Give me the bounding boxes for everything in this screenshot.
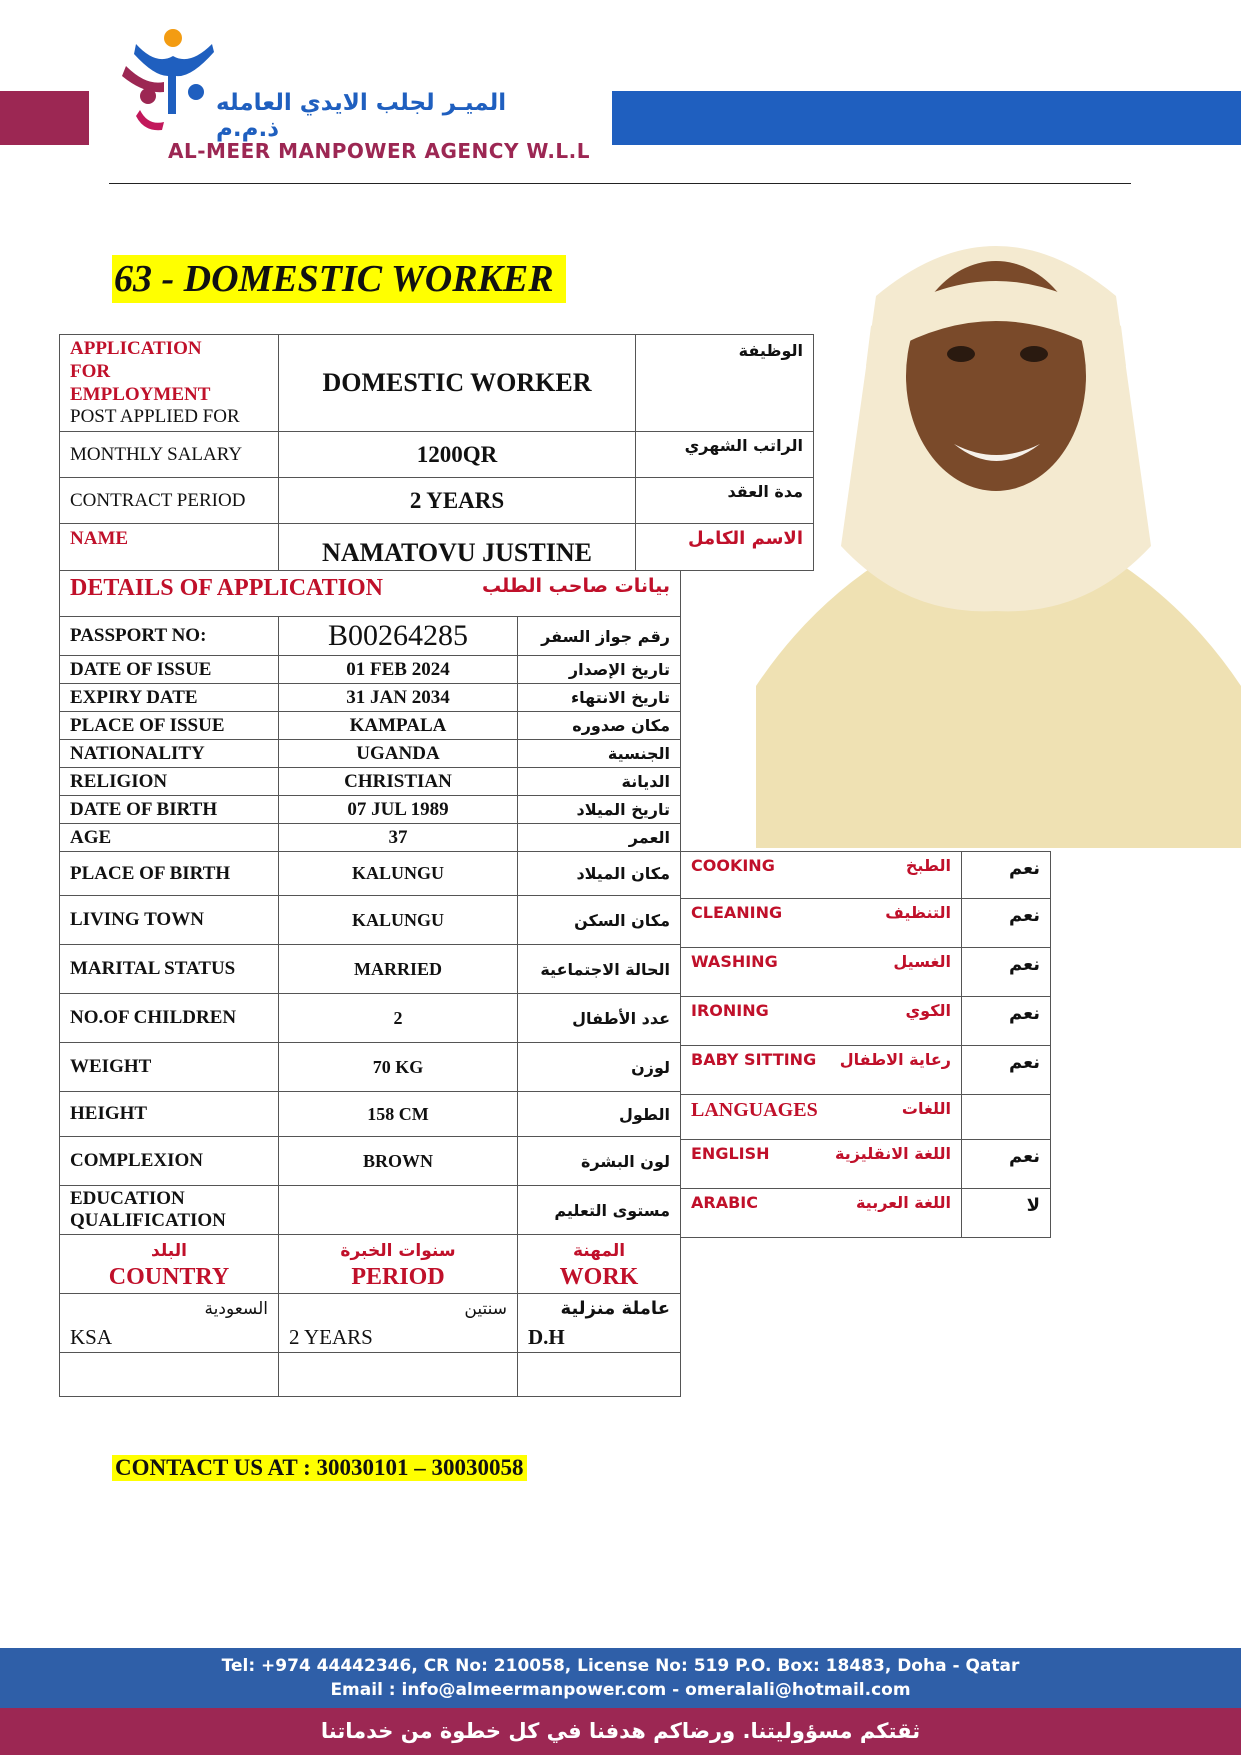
skill-answer: نعم [962,1140,1051,1189]
detail-label: LIVING TOWN [60,896,279,945]
page-title: 63 - DOMESTIC WORKER [112,255,566,303]
exp-country-cell [60,1294,279,1353]
detail-row [60,896,681,945]
skill-name-ar: الغسيل [893,952,951,971]
skill-answer: لا [962,1189,1051,1238]
skills-table [680,851,1051,1238]
skill-name-ar: رعاية الاطفال [839,1050,951,1069]
detail-value: BROWN [279,1137,518,1186]
detail-row [60,768,681,796]
footer-line-1: Tel: +974 44442346, CR No: 210058, License No: 519 P.O. Box: 18483, Doha - Qatar [221,1656,1020,1676]
footer-contact-bar [0,1648,1241,1708]
detail-label-ar: الحالة الاجتماعية [518,945,681,994]
detail-value: 2 [279,994,518,1043]
detail-value: 158 CM [279,1092,518,1137]
footer-slogan: ثقتكم مسؤوليتنا. ورضاكم هدفنا في كل خطوة من خدماتنا [0,1708,1241,1755]
skill-row [681,1189,1051,1238]
skill-row [681,997,1051,1046]
exp-header-country-en: COUNTRY [108,1264,230,1290]
detail-row [60,945,681,994]
skill-row [681,1046,1051,1095]
detail-value: KAMPALA [279,712,518,740]
detail-value: 07 JUL 1989 [279,796,518,824]
detail-label: MARITAL STATUS [60,945,279,994]
skill-name: BABY SITTING [691,1050,817,1069]
agency-name-ar: الميـر لجلب الايدي العامله ذ.م.م [216,90,507,142]
header-bar-right [612,91,1241,145]
skill-cell [681,852,962,899]
exp-header-work-ar: المهنة [572,1241,626,1261]
detail-row [60,796,681,824]
detail-value: 31 JAN 2034 [279,684,518,712]
exp-empty-cell [279,1353,518,1397]
detail-label-ar: الجنسية [518,740,681,768]
skill-row [681,1095,1051,1140]
skill-answer: نعم [962,948,1051,997]
exp-header-period-en: PERIOD [351,1264,445,1290]
skill-name-ar: الكوي [905,1001,951,1020]
details-header-cell [60,571,681,617]
footer-line-2: Email : info@almeermanpower.com - omeralali@hotmail.com [330,1680,911,1700]
contact-numbers: CONTACT US AT : 30030101 – 30030058 [112,1455,527,1481]
skill-answer: نعم [962,997,1051,1046]
detail-label: NATIONALITY [60,740,279,768]
detail-label: WEIGHT [60,1043,279,1092]
exp-period: 2 YEARS [289,1325,373,1349]
post-value: DOMESTIC WORKER [279,335,636,432]
detail-label-ar: الطول [518,1092,681,1137]
detail-label: DATE OF ISSUE [60,656,279,684]
name-label: NAME [60,524,279,571]
detail-row [60,617,681,656]
contract-label: CONTRACT PERIOD [60,478,279,524]
skill-name-ar: التنظيف [885,903,951,922]
detail-label: DATE OF BIRTH [60,796,279,824]
detail-label-ar: لوزن [518,1043,681,1092]
detail-row [60,852,681,896]
detail-row [60,684,681,712]
header-divider [109,183,1131,184]
detail-label: AGE [60,824,279,852]
skill-answer: نعم [962,852,1051,899]
skill-cell [681,1095,962,1140]
detail-label: RELIGION [60,768,279,796]
detail-label: EDUCATION QUALIFICATION [60,1186,279,1235]
exp-country: KSA [70,1325,113,1349]
salary-value: 1200QR [279,432,636,478]
detail-value: MARRIED [279,945,518,994]
experience-table [59,1234,681,1397]
detail-label: PLACE OF BIRTH [60,852,279,896]
detail-row [60,656,681,684]
skill-name: ARABIC [691,1193,758,1212]
skill-answer: نعم [962,899,1051,948]
skill-name-ar: اللغات [901,1099,951,1118]
skill-name-ar: الطبخ [905,856,951,875]
skill-answer [962,1095,1051,1140]
contract-value: 2 YEARS [279,478,636,524]
details-rows [60,617,681,1235]
exp-header-country [60,1235,279,1294]
detail-label-ar: مستوى التعليم [518,1186,681,1235]
detail-label-ar: العمر [518,824,681,852]
detail-row [60,1186,681,1235]
detail-label-ar: مكان صدوره [518,712,681,740]
exp-work-cell [518,1294,681,1353]
detail-label-ar: لون البشرة [518,1137,681,1186]
detail-label-ar: رقم جواز السفر [518,617,681,656]
detail-label: EXPIRY DATE [60,684,279,712]
post-applied-label: POST APPLIED FOR [70,406,240,427]
detail-value: 70 KG [279,1043,518,1092]
exp-header-work-en: WORK [559,1264,639,1290]
detail-value: KALUNGU [279,896,518,945]
skills-rows [681,852,1051,1238]
detail-value: CHRISTIAN [279,768,518,796]
detail-value: 01 FEB 2024 [279,656,518,684]
skill-name: ENGLISH [691,1144,770,1163]
detail-label-ar: مكان الميلاد [518,852,681,896]
salary-label: MONTHLY SALARY [60,432,279,478]
applicant-photo [756,216,1241,848]
agency-name-en: AL-MEER MANPOWER AGENCY W.L.L [168,139,591,163]
skill-name: WASHING [691,952,778,971]
details-title: DETAILS OF APPLICATION [70,575,383,601]
skill-row [681,852,1051,899]
skill-cell [681,997,962,1046]
detail-label: NO.OF CHILDREN [60,994,279,1043]
exp-country-ar: السعودية [204,1299,268,1319]
detail-value: KALUNGU [279,852,518,896]
employment-table [59,334,814,571]
exp-period-cell [279,1294,518,1353]
salary-label-ar: الراتب الشهري [636,432,814,478]
detail-label: HEIGHT [60,1092,279,1137]
skill-cell [681,1189,962,1238]
skill-name: IRONING [691,1001,769,1020]
exp-empty-cell [60,1353,279,1397]
contract-label-ar: مدة العقد [636,478,814,524]
detail-row [60,994,681,1043]
detail-row [60,740,681,768]
detail-label-ar: عدد الأطفال [518,994,681,1043]
exp-work-ar: عاملة منزلية [560,1298,670,1319]
skill-row [681,948,1051,997]
detail-row [60,712,681,740]
post-label-ar: الوظيفة [636,335,814,432]
skill-name-ar: اللغة العربية [855,1193,951,1212]
detail-label-ar: الديانة [518,768,681,796]
details-title-ar: بيانات صاحب الطلب [482,575,670,597]
detail-value: 37 [279,824,518,852]
detail-label-ar: تاريخ الانتهاء [518,684,681,712]
skill-name: LANGUAGES [691,1099,818,1121]
detail-label-ar: تاريخ الإصدار [518,656,681,684]
detail-row [60,1137,681,1186]
exp-header-work [518,1235,681,1294]
detail-label: PLACE OF ISSUE [60,712,279,740]
skill-row [681,899,1051,948]
exp-header-country-ar: البلد [151,1241,187,1261]
name-value: NAMATOVU JUSTINE [279,524,636,571]
skill-name-ar: اللغة الانقليزية [835,1144,951,1163]
exp-header-period [279,1235,518,1294]
name-label-ar: الاسم الكامل [636,524,814,571]
exp-work: D.H [528,1325,565,1349]
exp-header-period-ar: سنوات الخبرة [340,1241,456,1261]
skill-cell [681,899,962,948]
details-table [59,570,681,1235]
detail-label-ar: مكان السكن [518,896,681,945]
header-bar-left [0,91,89,145]
detail-value: UGANDA [279,740,518,768]
detail-label-ar: تاريخ الميلاد [518,796,681,824]
detail-value: B00264285 [279,617,518,656]
skill-name: CLEANING [691,903,783,922]
skill-cell [681,1140,962,1189]
detail-label: PASSPORT NO: [60,617,279,656]
exp-empty-cell [518,1353,681,1397]
skill-name: COOKING [691,856,775,875]
post-label-cell [60,335,279,432]
skill-cell [681,1046,962,1095]
application-for-employment-label: APPLICATION FOR EMPLOYMENT [70,338,211,405]
skill-row [681,1140,1051,1189]
detail-row [60,1043,681,1092]
detail-value [279,1186,518,1235]
detail-label: COMPLEXION [60,1137,279,1186]
detail-row [60,1092,681,1137]
exp-period-ar: سنتين [464,1299,507,1319]
skill-answer: نعم [962,1046,1051,1095]
skill-cell [681,948,962,997]
detail-row [60,824,681,852]
